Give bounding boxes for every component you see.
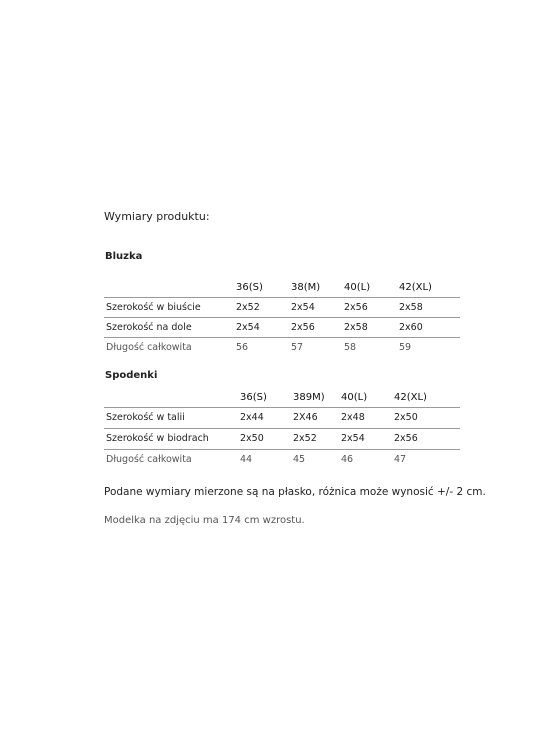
table-row	[104, 298, 460, 318]
model-height-note: Modelka na zdjęciu ma 174 cm wzrostu.	[104, 515, 305, 526]
table-cell: 2X46	[293, 412, 318, 423]
table-header-row	[104, 388, 460, 408]
table-cell: 2x58	[344, 322, 368, 333]
row-label: Szerokość na dole	[106, 322, 192, 333]
table-cell: 44	[240, 454, 253, 465]
header-cell: 42(XL)	[399, 282, 432, 293]
table-cell: 2x58	[399, 302, 423, 313]
table-cell: 57	[291, 342, 304, 353]
header-cell: 36(S)	[240, 392, 267, 403]
section-title-spodenki: Spodenki	[105, 370, 158, 381]
table-row	[104, 429, 460, 450]
table-cell: 2x56	[344, 302, 368, 313]
table-cell: 2x50	[394, 412, 418, 423]
table-cell: 2x60	[399, 322, 423, 333]
table-cell: 2x56	[394, 433, 418, 444]
table-spodenki	[104, 388, 460, 470]
table-cell: 59	[399, 342, 412, 353]
table-row	[104, 318, 460, 338]
table-cell: 2x52	[236, 302, 260, 313]
table-cell: 2x52	[293, 433, 317, 444]
header-cell: 40(L)	[341, 392, 368, 403]
table-cell: 2x54	[291, 302, 315, 313]
table-header-row	[104, 278, 460, 298]
row-label: Długość całkowita	[106, 342, 192, 353]
measurement-note: Podane wymiary mierzone są na płasko, różnica może wynosić +/- 2 cm.	[104, 486, 486, 498]
header-cell: 38(M)	[291, 282, 321, 293]
row-label: Szerokość w biodrach	[106, 433, 209, 444]
section-title-bluzka: Bluzka	[105, 251, 143, 262]
table-row	[104, 408, 460, 429]
table-bluzka	[104, 278, 460, 357]
table-cell: 45	[293, 454, 306, 465]
header-cell: 36(S)	[236, 282, 263, 293]
row-label: Długość całkowita	[106, 454, 192, 465]
table-cell: 46	[341, 454, 354, 465]
table-cell: 56	[236, 342, 249, 353]
header-cell: 42(XL)	[394, 392, 427, 403]
page-heading: Wymiary produktu:	[104, 210, 210, 223]
row-label: Szerokość w biuście	[106, 302, 201, 313]
header-cell: 40(L)	[344, 282, 371, 293]
table-row	[104, 338, 460, 357]
table-cell: 2x48	[341, 412, 365, 423]
table-cell: 2x56	[291, 322, 315, 333]
table-row	[104, 450, 460, 470]
header-cell: 389M)	[293, 392, 325, 403]
table-cell: 2x50	[240, 433, 264, 444]
table-cell: 58	[344, 342, 357, 353]
table-cell: 2x44	[240, 412, 264, 423]
table-cell: 47	[394, 454, 407, 465]
table-cell: 2x54	[341, 433, 365, 444]
table-cell: 2x54	[236, 322, 260, 333]
row-label: Szerokość w talii	[106, 412, 185, 423]
